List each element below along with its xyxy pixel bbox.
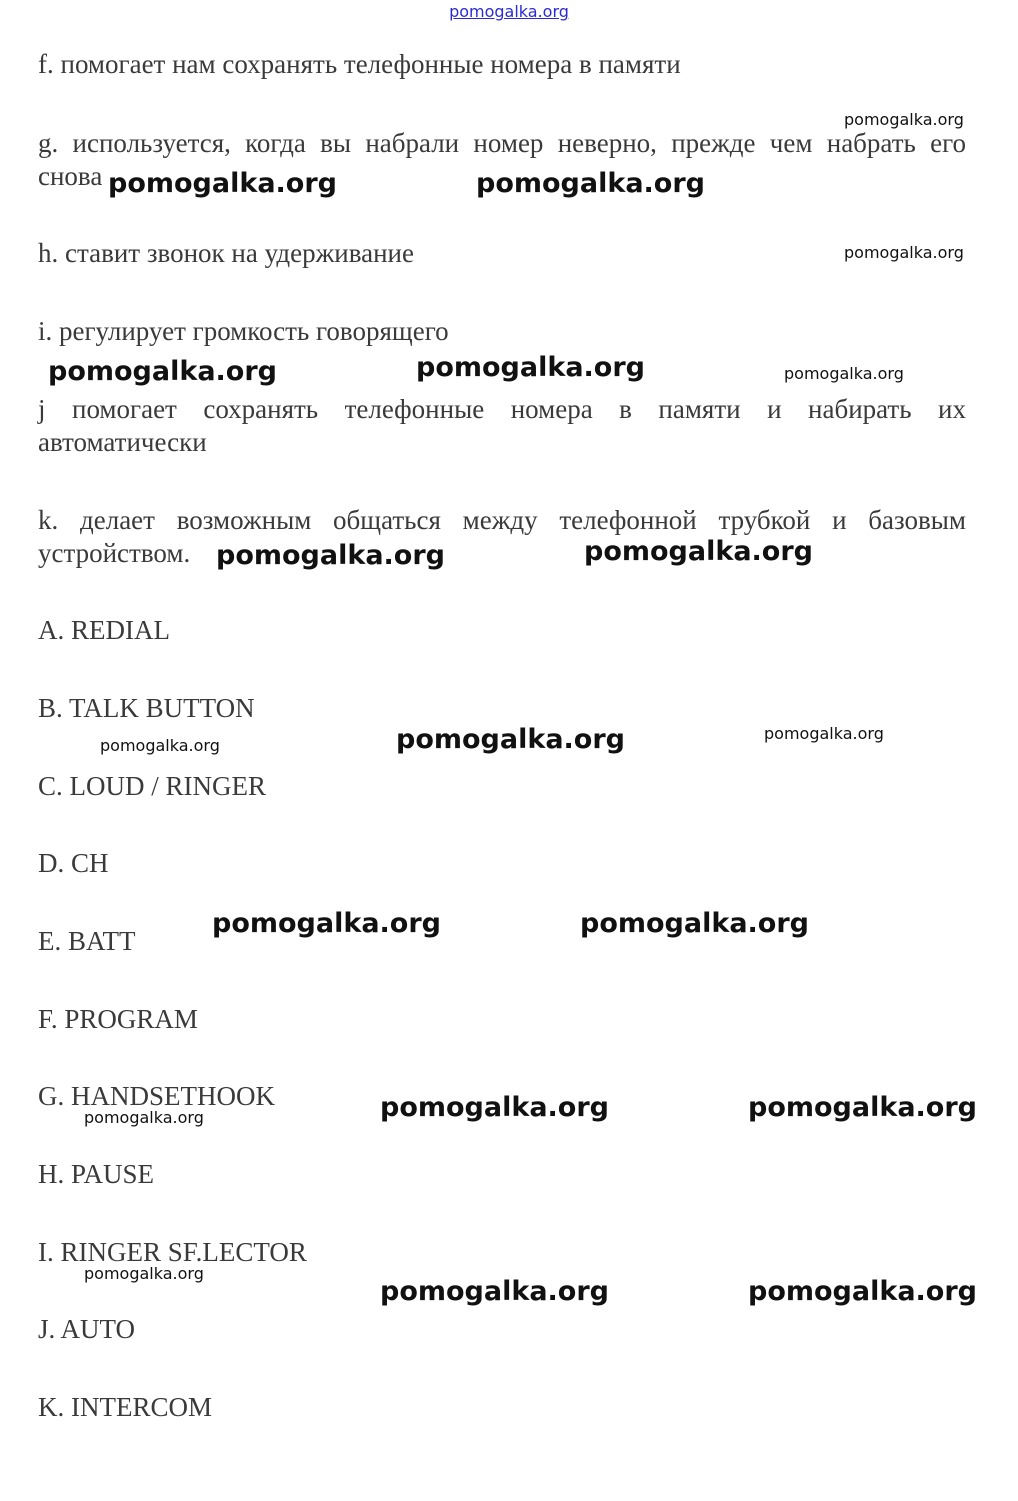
watermark: pomogalka.org bbox=[844, 110, 964, 129]
watermark: pomogalka.org bbox=[416, 352, 645, 383]
answer-k: K. INTERCOM bbox=[38, 1392, 212, 1422]
definition-g-line-1: g. используется, когда вы набрали номер неверно, прежде чем набрать его bbox=[38, 128, 966, 158]
watermark: pomogalka.org bbox=[48, 356, 277, 387]
watermark: pomogalka.org bbox=[380, 1276, 609, 1307]
watermark: pomogalka.org bbox=[764, 724, 884, 743]
watermark: pomogalka.org bbox=[84, 1108, 204, 1127]
definition-g-line-2: снова bbox=[38, 161, 103, 191]
watermark: pomogalka.org bbox=[396, 724, 625, 755]
answer-h: H. PAUSE bbox=[38, 1159, 155, 1189]
watermark: pomogalka.org bbox=[216, 540, 445, 571]
definition-h: h. ставит звонок на удерживание bbox=[38, 238, 414, 268]
header-watermark-link[interactable]: pomogalka.org bbox=[449, 2, 569, 21]
answer-f: F. PROGRAM bbox=[38, 1004, 198, 1034]
watermark: pomogalka.org bbox=[580, 908, 809, 939]
watermark: pomogalka.org bbox=[784, 364, 904, 383]
watermark: pomogalka.org bbox=[844, 243, 964, 262]
answer-d: D. CH bbox=[38, 848, 109, 878]
watermark: pomogalka.org bbox=[212, 908, 441, 939]
definition-f: f. помогает нам сохранять телефонные номера в памяти bbox=[38, 49, 681, 79]
answer-a: A. REDIAL bbox=[38, 615, 170, 645]
watermark: pomogalka.org bbox=[748, 1276, 977, 1307]
watermark: pomogalka.org bbox=[476, 168, 705, 199]
answer-e: E. BATT bbox=[38, 926, 136, 956]
watermark: pomogalka.org bbox=[108, 168, 337, 199]
definition-i: i. регулирует громкость говорящего bbox=[38, 316, 449, 346]
answer-b: B. TALK BUTTON bbox=[38, 693, 255, 723]
answer-c: C. LOUD / RINGER bbox=[38, 771, 266, 801]
answer-j: J. AUTO bbox=[38, 1314, 136, 1344]
definition-j-line-1: j помогает сохранять телефонные номера в памяти и набирать их bbox=[38, 394, 966, 424]
watermark: pomogalka.org bbox=[380, 1092, 609, 1123]
answer-i: I. RINGER SF.LECTOR bbox=[38, 1237, 307, 1267]
watermark: pomogalka.org bbox=[100, 736, 220, 755]
watermark: pomogalka.org bbox=[748, 1092, 977, 1123]
definition-k-line-1: k. делает возможным общаться между телефонной трубкой и базовым bbox=[38, 505, 966, 535]
answer-g: G. HANDSETHOOK bbox=[38, 1081, 275, 1111]
definition-k-line-2: устройством. bbox=[38, 538, 191, 568]
watermark: pomogalka.org bbox=[584, 536, 813, 567]
watermark: pomogalka.org bbox=[84, 1264, 204, 1283]
definition-j-line-2: автоматически bbox=[38, 427, 207, 457]
